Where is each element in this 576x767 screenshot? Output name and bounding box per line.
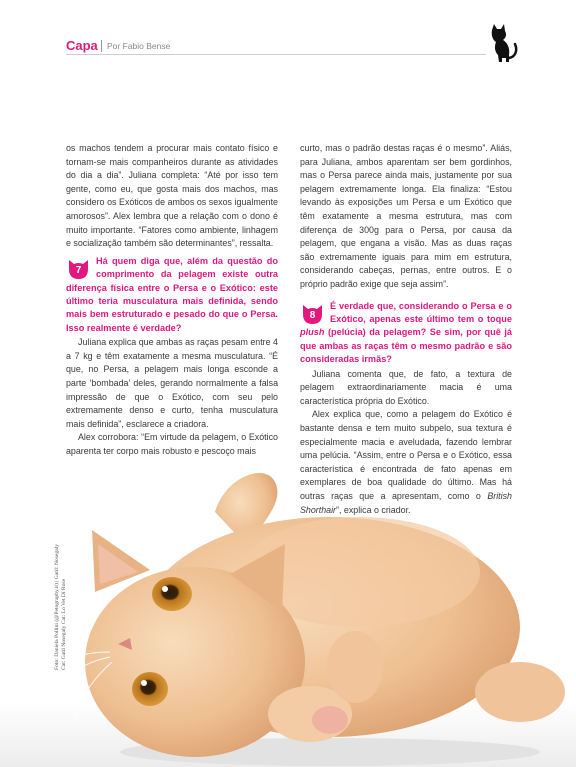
question-7 [66, 255, 278, 335]
page-header [66, 34, 546, 56]
question-text-italic: plush [300, 327, 325, 338]
question-text-part: (pelúcia) da pelagem? Se sim, por quê já que ambas as raças têm o mesmo padrão e são consideradas irmãs? [300, 327, 512, 365]
author-byline: Por Fabio Bense [107, 41, 171, 51]
question-number: 7 [75, 264, 82, 276]
question-badge-7 [66, 256, 91, 281]
question-badge-8 [300, 301, 325, 326]
question-8 [300, 300, 512, 367]
section-title: Capa [66, 38, 98, 53]
photo-credit-line: Cat: Gatil Nosegaly Cat: Lo Vet Di Rose [61, 578, 67, 670]
cat-photo [0, 452, 576, 767]
header-divider [101, 40, 102, 52]
paragraph: Juliana explica que ambas as raças pesam entre 4 a 7 kg e têm exatamente a mesma musculatura. “É que, no Persa, a pelagem mais longa esconde a parte ‘bombada’ deles, gerando normalmente a falsa impressão de que o Exótico, com seu pelo extremamente denso e curto, tenha musculatura mais definida”, esclarece a criadora. [66, 337, 278, 429]
paragraph: os machos tendem a procurar mais contato físico e tornam-se mais companheiros durante as atividades do dia a dia”. Juliana completa: “Até por isso tem gente, como eu, que gosta mais dos machos, mas considero os Exóticos de ambos os sexos igualmente amorosos”. Alex lembra que a relação com o dono é muito importante. “Fatores como ambiente, linhagem e socialização também são determinantes”, ressalta. [66, 143, 278, 249]
paragraph: curto, mas o padrão destas raças é o mesmo”. Aliás, para Juliana, ambos aparentam ser bem gordinhos, mas o Persa parece ainda mais, justamente por sua pelagem extremamente longa. Ela finaliza: “Estou levando às exposições um Persa e um Exótico que têm exatamente a mesma estrutura, mas com diferença de 300g para o Persa, por causa da pelagem, que engana a visão. Mas as duas raças são extremamente iguais para mim em estrutura, considerando cabeças, pernas, entre outros. E o próprio padrão exige que seja assim”. [300, 143, 512, 289]
left-column [66, 142, 278, 459]
text-run-italic: British Shorthair [300, 490, 512, 515]
photo-credit [54, 520, 70, 670]
header-rule [66, 54, 486, 55]
question-number: 8 [309, 309, 316, 321]
text-run: ”, explica o criador. [336, 504, 411, 515]
paragraph: Juliana comenta que, de fato, a textura de pelagem extraordinariamente macia é uma característica própria do Exótico. [300, 368, 512, 406]
text-run: Alex explica que, como a pelagem do Exótico é bastante densa e tem muito subpelo, sua textura é especialmente macia e aveludada, fazendo lembrar uma pelúcia. “Assim, entre o Persa e o Exótico, essa característica é encontrada de fato apenas em exemplares de boa qualidade do último. Mas há outras raças que a apresentam, como o [300, 409, 512, 501]
photo-credit-line: Foto: Daniela Pollini (@Petography.it) | Gatil: Nosegaly [54, 543, 60, 670]
question-text-part: É verdade que, considerando o Persa e o Exótico, apenas este último tem o toque [330, 300, 512, 324]
question-text: Há quem diga que, além da questão do comprimento da pelagem existe outra diferença física entre o Persa e o Exótico: este último teria musculatura mais definida, sendo mais bem estruturado e pesado do que o Persa. Isso realmente é verdade? [66, 255, 278, 333]
paragraph: Alex corrobora: “Em virtude da pelagem, o Exótico aparenta ter corpo mais robusto e pescoço mais [66, 432, 278, 456]
cat-silhouette-icon [482, 22, 522, 66]
